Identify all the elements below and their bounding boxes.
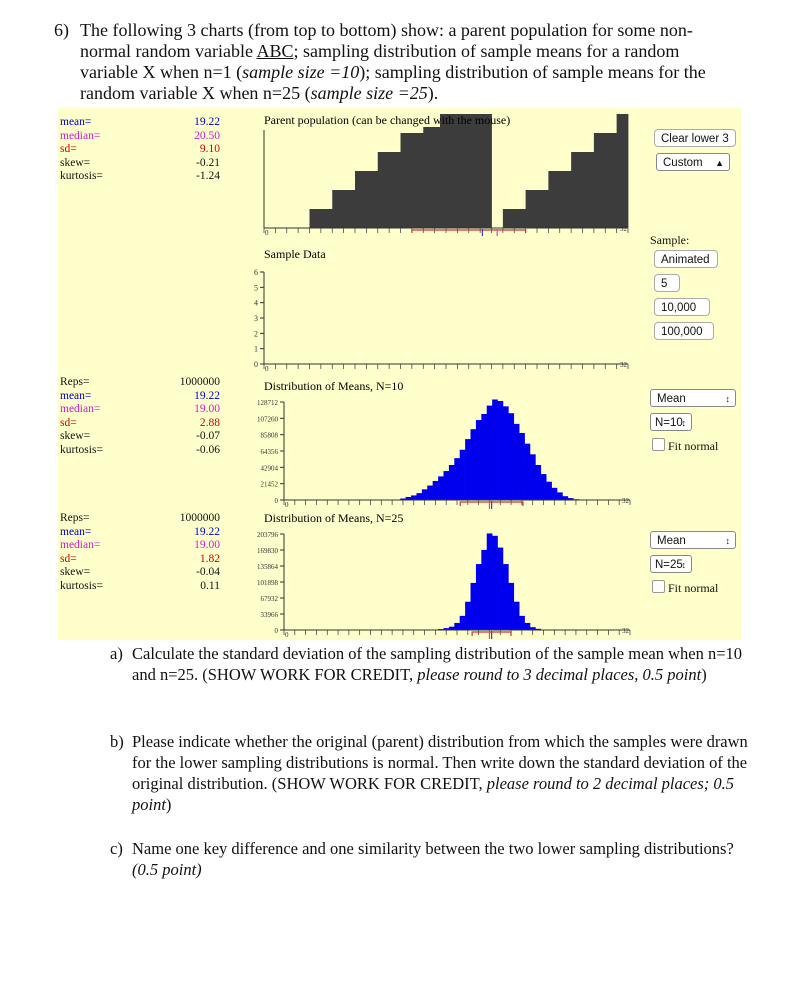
mean-bar: [487, 533, 493, 630]
dist25-stat-row: [60, 526, 220, 540]
y-tick-label: 1: [254, 344, 258, 354]
stat-value: -0.04: [196, 566, 220, 578]
distribution-shape-select[interactable]: Custom ▲︎: [656, 153, 730, 171]
distribution-means-n10-chart: [218, 376, 638, 512]
y-tick-label: 169830: [257, 547, 278, 555]
stat-label: median=: [60, 539, 101, 551]
select-arrow-icon: ↕: [681, 560, 686, 570]
dist25-n-select[interactable]: N=25 ↕: [650, 555, 692, 573]
y-tick-label: 0: [274, 627, 278, 635]
dist25-stat-row: [60, 512, 220, 526]
mean-bar: [514, 602, 520, 630]
mean-bar: [530, 454, 536, 500]
animated-button[interactable]: Animated: [654, 250, 718, 268]
dist25-fit-normal-checkbox[interactable]: Fit normal: [652, 580, 718, 596]
x-tick-label: 32: [620, 361, 627, 369]
y-tick-label: 4: [254, 298, 258, 308]
mean-bar: [460, 616, 466, 630]
parent-stat-row: [60, 130, 220, 144]
parent-bar: [310, 209, 322, 228]
checkbox-box[interactable]: [652, 580, 665, 593]
y-tick-label: 3: [254, 314, 258, 323]
part-c: c) Name one key difference and one similarity between the two lower sampling distributions? (0.5 point): [110, 839, 734, 879]
sample-100000-button[interactable]: 100,000: [654, 322, 714, 340]
sample-chart-title: Sample Data: [264, 247, 326, 261]
x-tick-label: 32: [622, 627, 629, 635]
sample-5-button[interactable]: 5: [654, 274, 680, 292]
mean-bar: [535, 465, 541, 500]
y-tick-label: 0: [254, 360, 258, 369]
parent-bar: [526, 190, 538, 228]
parent-bar: [537, 190, 549, 228]
select-arrow-icon: ↕: [725, 394, 730, 404]
stat-label: skew=: [60, 566, 91, 578]
y-tick-label: 21452: [260, 480, 278, 489]
stat-value: 20.50: [194, 129, 220, 142]
parent-stat-row: [60, 116, 220, 130]
checkbox-box[interactable]: [652, 438, 665, 451]
y-tick-label: 67932: [260, 595, 278, 603]
mean-bar: [487, 406, 493, 500]
mean-bar: [427, 486, 433, 500]
parent-bar: [560, 171, 572, 228]
stat-label: skew=: [60, 430, 91, 442]
y-tick-label: 135864: [257, 563, 278, 571]
mean-bar: [449, 465, 455, 500]
mean-bar: [492, 536, 498, 630]
y-tick-label: 0: [274, 497, 278, 505]
dist10-n-select[interactable]: N=10 ↕: [650, 413, 692, 431]
sample-label: Sample:: [650, 233, 690, 247]
part-a: a) Calculate the standard deviation of the sampling distribution of the sample mean when n=10 and n=25. (SHOW WORK FOR CREDIT, please round to 3 decimal places, 0.5 point): [110, 644, 743, 684]
parent-bar: [503, 209, 515, 228]
stat-label: mean=: [60, 116, 92, 128]
dist10-stat-row: [60, 417, 220, 431]
stat-label: mean=: [60, 525, 92, 538]
y-tick-label: 85808: [260, 431, 278, 440]
mean-bar: [411, 495, 417, 500]
dist10-fit-normal-checkbox[interactable]: Fit normal: [652, 438, 718, 454]
mean-bar: [422, 489, 428, 500]
mean-bar: [498, 548, 504, 630]
stat-value: -0.06: [196, 443, 220, 456]
parent-chart-title: Parent population (can be changed with the mouse): [264, 113, 511, 127]
parent-population-chart[interactable]: [258, 110, 638, 238]
parent-bar: [355, 171, 367, 228]
mean-bar: [465, 439, 471, 500]
x-tick-label: 32: [622, 497, 629, 505]
stat-value: 9.10: [199, 143, 220, 155]
stat-label: skew=: [60, 156, 91, 169]
mean-bar: [476, 564, 482, 630]
mean-bar: [552, 488, 558, 500]
stat-value: 1000000: [179, 376, 220, 388]
y-tick-label: 128712: [257, 399, 278, 407]
parent-bar: [617, 114, 629, 228]
parent-bar: [378, 152, 390, 228]
mean-bar: [492, 399, 498, 500]
dist10-stats: [60, 376, 220, 457]
sampling-distribution-applet: [58, 108, 741, 640]
dist10-stat-row: [60, 390, 220, 404]
parent-stat-row: [60, 170, 220, 184]
y-tick-label: 64356: [260, 448, 278, 456]
stat-value: 1.82: [199, 552, 220, 565]
variable-name: ABC: [256, 41, 294, 61]
mean-bar: [557, 492, 563, 500]
parent-bar: [332, 190, 344, 228]
question-text: The following 3 charts (from top to bottom) show: a parent population for some non-normal random variable ABC; sampling distribution of sample means for a random variable X when n=1 (sample size =10); sampling distribution of sample means for the random variable X when n=25 (sample size =25).: [80, 20, 706, 103]
parent-bar: [321, 209, 333, 228]
parent-stat-row: [60, 143, 220, 157]
parent-bar: [366, 171, 378, 228]
part-b: b) Please indicate whether the original (parent) distribution from which the samples were drawn for the lower sampling distributions is normal. Then write down the standard deviation of the original distribution. (SHOW WORK FOR CREDIT, please round to 2 decimal places; 0.5 point): [110, 732, 748, 814]
dist10-statistic-select[interactable]: Mean ↕: [650, 389, 736, 407]
mean-bar: [498, 401, 504, 500]
stat-value: 19.22: [194, 525, 220, 538]
stat-label: mean=: [60, 389, 92, 402]
y-tick-label: 101898: [257, 579, 278, 587]
dist10-stat-row: [60, 444, 220, 458]
y-tick-label: 6: [254, 268, 258, 277]
stat-value: -0.21: [196, 156, 220, 169]
x-tick-label: 32: [620, 225, 627, 233]
dist25-stat-row: [60, 539, 220, 553]
stat-value: -1.24: [196, 170, 220, 182]
parent-bar: [389, 152, 401, 228]
mean-bar: [454, 458, 460, 500]
mean-bar: [503, 564, 509, 630]
dist25-chart-title: Distribution of Means, N=25: [264, 511, 404, 525]
mean-bar: [481, 414, 487, 500]
parent-bar: [446, 114, 458, 228]
parent-bar: [344, 190, 356, 228]
stat-value: 19.00: [194, 539, 220, 551]
parent-bar: [469, 114, 481, 228]
select-arrow-icon: ↕: [681, 418, 686, 428]
stat-label: sd=: [60, 552, 77, 565]
dist10-stat-row: [60, 376, 220, 390]
stat-label: Reps=: [60, 376, 90, 388]
mean-bar: [508, 583, 514, 630]
question-header: [54, 20, 728, 104]
parent-bar: [435, 114, 447, 228]
y-tick-label: 2: [254, 329, 258, 339]
parent-bar: [605, 133, 617, 228]
mean-bar: [454, 623, 460, 630]
sample-data-chart: [238, 242, 638, 372]
parent-bar: [571, 152, 583, 228]
dist25-stats: [60, 512, 220, 593]
dist10-stat-row: [60, 403, 220, 417]
stat-label: sd=: [60, 416, 77, 429]
x-tick-label: 0: [265, 365, 269, 372]
y-tick-label: 33966: [260, 611, 278, 619]
mean-bar: [438, 476, 444, 500]
select-arrow-icon: ▲︎: [715, 158, 724, 168]
dist10-chart-title: Distribution of Means, N=10: [264, 379, 404, 393]
mean-bar: [433, 481, 439, 500]
parent-bar: [548, 171, 560, 228]
stat-value: 19.00: [194, 403, 220, 415]
distribution-means-n25-chart: [218, 508, 638, 640]
mean-bar: [562, 496, 568, 500]
question-number: 6): [54, 20, 69, 40]
mean-bar: [525, 444, 531, 500]
parent-bar: [401, 133, 413, 228]
parent-bar: [412, 133, 424, 228]
mean-bar: [519, 433, 525, 500]
dist25-stat-row: [60, 553, 220, 567]
parent-bar: [514, 209, 526, 228]
mean-bar: [471, 583, 477, 630]
mean-bar: [508, 413, 514, 500]
stat-value: 0.11: [200, 579, 220, 592]
stat-value: -0.07: [196, 430, 220, 442]
dist10-stat-row: [60, 430, 220, 444]
stat-value: 19.22: [194, 116, 220, 128]
parent-bar: [457, 114, 469, 228]
stat-label: kurtosis=: [60, 443, 103, 456]
select-arrow-icon: ↕: [725, 536, 730, 546]
stat-label: median=: [60, 403, 101, 415]
dist25-stat-row: [60, 566, 220, 580]
parent-stats: [60, 116, 220, 184]
parent-bar: [594, 133, 606, 228]
dist25-statistic-select[interactable]: Mean ↕: [650, 531, 736, 549]
mean-bar: [503, 406, 509, 500]
stat-value: 2.88: [199, 416, 220, 429]
y-tick-label: 42904: [260, 464, 278, 473]
mean-bar: [471, 429, 477, 500]
y-tick-label: 107260: [257, 415, 278, 424]
dist25-stat-row: [60, 580, 220, 594]
y-tick-label: 203796: [257, 531, 278, 539]
parent-stat-row: [60, 157, 220, 171]
mean-bar: [443, 471, 449, 500]
x-tick-label: 0: [265, 229, 269, 237]
mean-bar: [546, 482, 552, 500]
stat-label: kurtosis=: [60, 579, 103, 592]
mean-bar: [514, 424, 520, 500]
mean-bar: [525, 623, 531, 630]
parent-bar: [423, 114, 435, 228]
mean-bar: [519, 616, 525, 630]
stat-value: 19.22: [194, 389, 220, 402]
mean-bar: [416, 493, 422, 500]
y-tick-label: 5: [254, 283, 258, 293]
parent-bar: [583, 152, 595, 228]
parent-bar: [480, 114, 492, 228]
x-tick-label: 0: [285, 631, 289, 639]
stat-label: kurtosis=: [60, 170, 103, 182]
mean-bar: [541, 474, 547, 500]
stat-label: median=: [60, 129, 101, 142]
mean-bar: [481, 550, 487, 630]
stat-label: Reps=: [60, 512, 90, 524]
stat-value: 1000000: [179, 512, 220, 524]
x-tick-label: 0: [285, 501, 289, 509]
mean-bar: [465, 602, 471, 630]
clear-lower-button[interactable]: Clear lower 3: [654, 129, 736, 147]
stat-label: sd=: [60, 143, 77, 155]
sample-10000-button[interactable]: 10,000: [654, 298, 710, 316]
mean-bar: [460, 450, 466, 500]
mean-bar: [476, 420, 482, 500]
